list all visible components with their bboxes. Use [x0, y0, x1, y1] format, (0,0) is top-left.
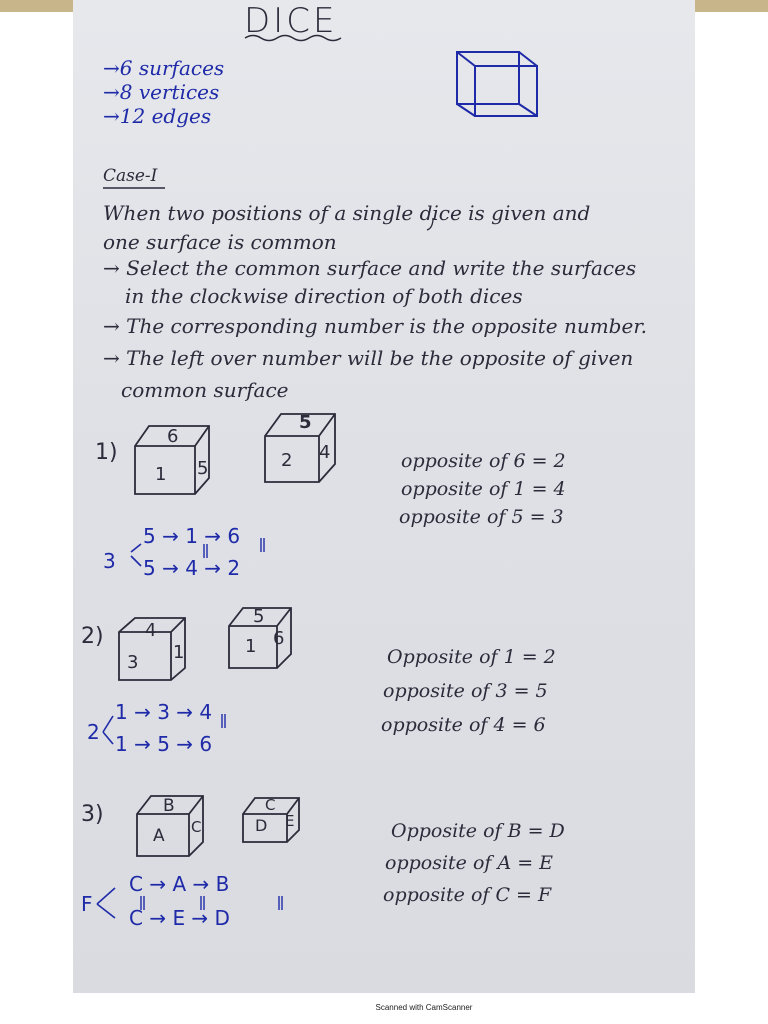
rule-line-7: common surface	[121, 378, 289, 402]
fact-edges: →12 edges	[103, 104, 212, 128]
example3-seq-row1: C → A → B	[129, 872, 230, 896]
example1-answer-1: opposite of 6 = 2	[401, 450, 566, 472]
hand-drawings	[73, 0, 695, 993]
example3-dice-a-top: B	[163, 796, 175, 816]
example3-answer-1: Opposite of B = D	[391, 820, 565, 842]
example1-seq-row2: 5 → 4 → 2	[143, 556, 241, 580]
case-heading: Case-I	[103, 166, 158, 186]
example2-dice-a-front: 3	[127, 652, 139, 673]
example1-dice-a-side: 5	[197, 458, 209, 479]
scanner-text: Scanned with CamScanner	[375, 1003, 473, 1012]
example2-answer-2: opposite of 3 = 5	[383, 680, 548, 702]
example1-dice-b-side: 4	[319, 442, 331, 463]
example3-dice-b-top: C	[265, 796, 276, 814]
example2-label: 2)	[81, 624, 104, 649]
page-title: DICE	[244, 1, 338, 41]
swap-arrows	[141, 538, 285, 910]
example2-dice-b-top: 5	[253, 606, 265, 627]
example3-seq-row2: C → E → D	[129, 906, 230, 930]
paper-edge-right	[695, 0, 768, 12]
example2-answer-1: Opposite of 1 = 2	[387, 646, 556, 668]
example1-dice-a-top: 6	[167, 426, 179, 447]
fact-surfaces: →6 surfaces	[103, 56, 225, 80]
rule-line-6: → The left over number will be the opposite of given	[103, 346, 634, 370]
scanner-watermark	[0, 1003, 768, 1012]
example3-dice-b-side: E	[285, 812, 295, 830]
example2-dice-b-side: 6	[273, 628, 285, 649]
sequence-brackets	[97, 544, 141, 918]
example2-seq-start: 2	[87, 720, 100, 744]
example2-dice-b-front: 1	[245, 636, 257, 657]
example3-dice-a-side: C	[191, 818, 202, 836]
example2-dice-a-top: 4	[145, 620, 157, 641]
example1-seq-row1: 5 → 1 → 6	[143, 524, 241, 548]
example2-answer-3: opposite of 4 = 6	[381, 714, 546, 736]
example2-seq-row1: 1 → 3 → 4	[115, 700, 213, 724]
example1-label: 1)	[95, 440, 118, 465]
example2-dice-a-side: 1	[173, 642, 185, 663]
notebook-page	[73, 0, 695, 993]
example3-answer-2: opposite of A = E	[385, 852, 554, 874]
example3-dice-a-front: A	[153, 826, 165, 846]
example3-label: 3)	[81, 802, 104, 827]
example3-dice-b-front: D	[255, 816, 268, 835]
rule-line-5: → The corresponding number is the opposite number.	[103, 314, 648, 338]
example3-seq-start: F	[81, 892, 93, 916]
example3-answer-3: opposite of C = F	[383, 884, 552, 906]
rule-line-3: → Select the common surface and write the surfaces	[103, 256, 637, 280]
example1-dice-b-top: 5	[299, 412, 312, 433]
example1-answer-3: opposite of 5 = 3	[399, 506, 564, 528]
cube-sketch-icon	[457, 52, 537, 116]
rule-line-4: in the clockwise direction of both dices	[125, 284, 523, 308]
example1-dice-a-front: 1	[155, 464, 167, 485]
rule-line-2: one surface is common	[103, 230, 337, 254]
example1-answer-2: opposite of 1 = 4	[401, 478, 566, 500]
example2-seq-row2: 1 → 5 → 6	[115, 732, 213, 756]
fact-vertices: →8 vertices	[103, 80, 220, 104]
example1-seq-start: 3	[103, 549, 116, 573]
rule-line-1: When two positions of a single dice is given and	[103, 201, 591, 225]
paper-edge-left	[0, 0, 73, 12]
example1-dice-b-front: 2	[281, 450, 293, 471]
